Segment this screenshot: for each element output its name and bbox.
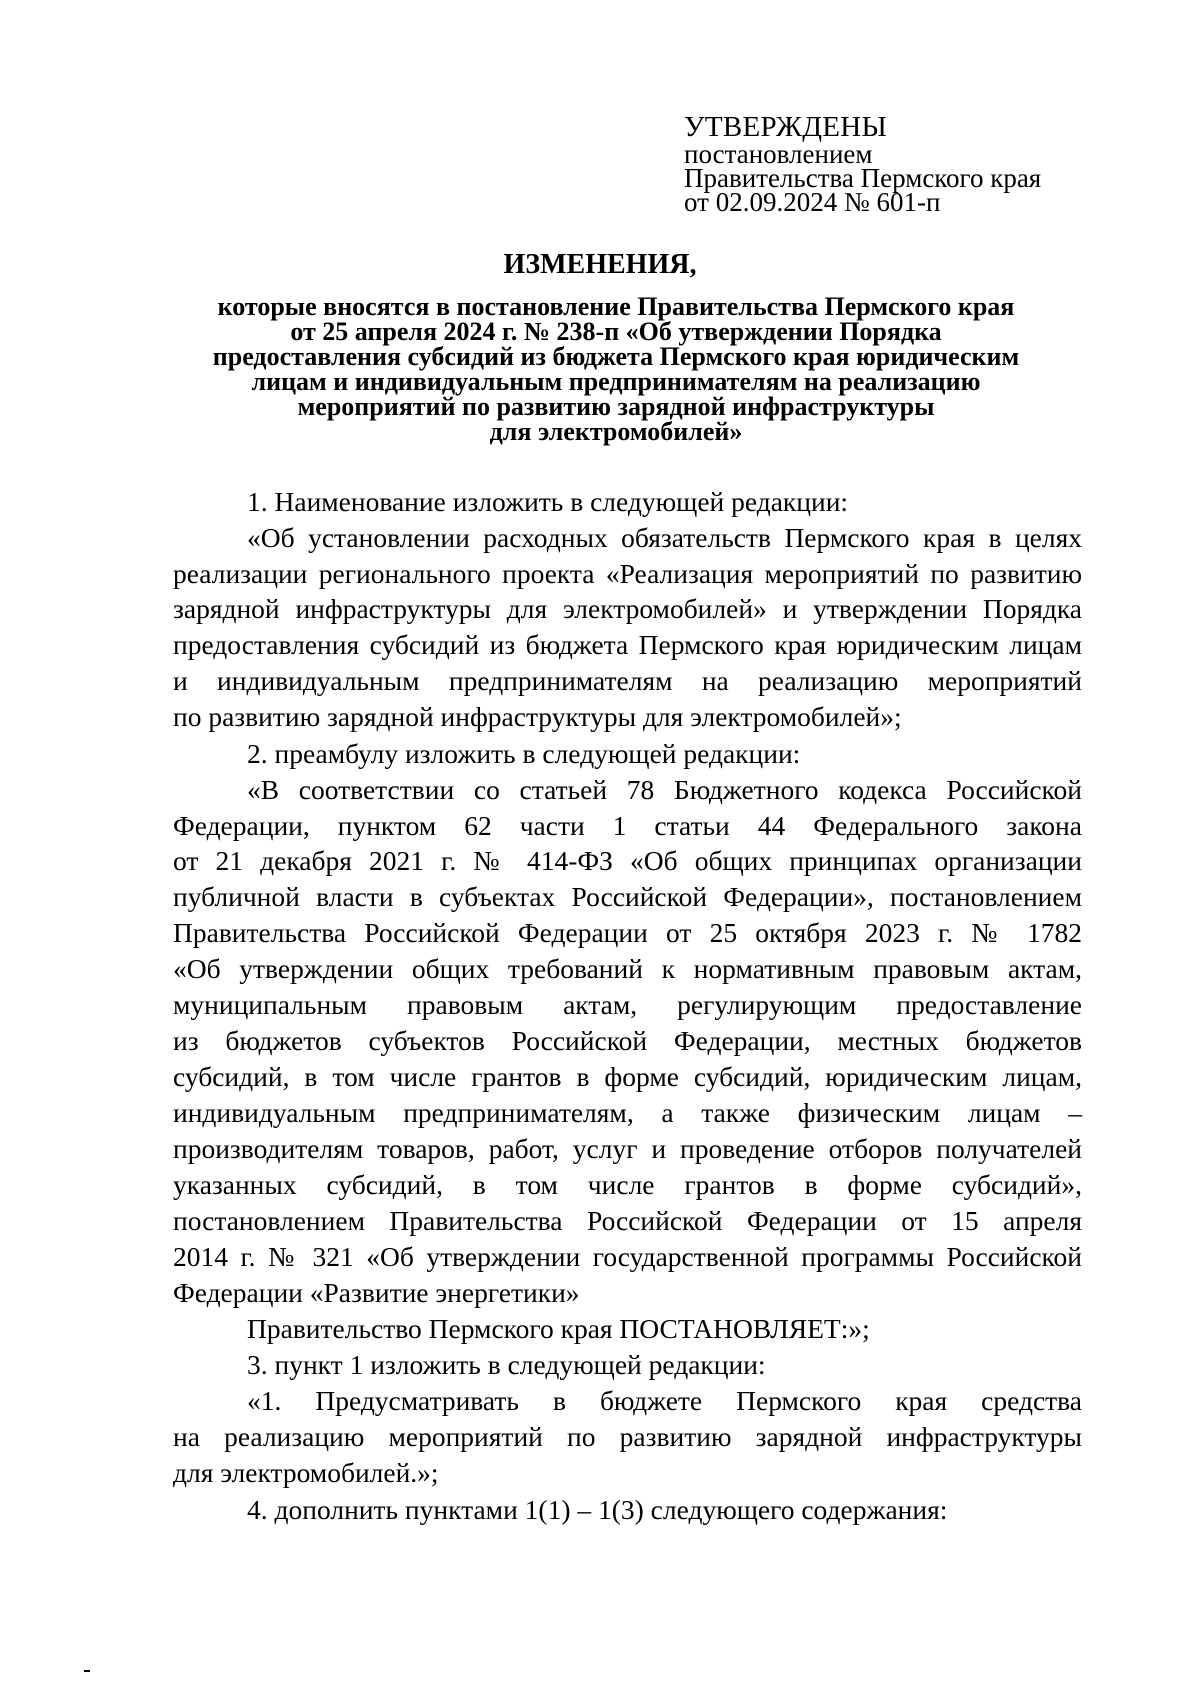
body-line: индивидуальным предпринимателям, а также физическим лицам – [173, 1097, 1082, 1128]
body-line: «Об утверждении общих требований к нормативным правовым актам, [173, 953, 1082, 984]
body-line: «Об установлении расходных обязательств Пермского края в целях [247, 522, 1082, 553]
body-line: указанных субсидий, в том числе грантов в форме субсидий», [173, 1169, 1082, 1200]
body-line: 2. преамбулу изложить в следующей редакции: [247, 738, 801, 769]
subtitle-line: от 25 апреля 2024 г. № 238-п «Об утверждении Порядка [290, 317, 942, 346]
body-line: «В соответствии со статьей 78 Бюджетного кодекса Российской [247, 774, 1082, 805]
subtitle-line: которые вносятся в постановление Правительства Пермского края [217, 292, 1015, 321]
subtitle-line: лицам и индивидуальным предпринимателям на реализацию [251, 367, 981, 396]
body-line: от 21 декабря 2021 г. № 414-ФЗ «Об общих принципах организации [173, 845, 1082, 876]
body-line: реализации регионального проекта «Реализация мероприятий по развитию [173, 558, 1082, 589]
subtitle-line: для электромобилей» [489, 417, 743, 446]
body-line: 2014 г. № 321 «Об утверждении государственной программы Российской [173, 1241, 1082, 1272]
approval-line: Правительства Пермского края [684, 163, 1042, 193]
approval-line: от 02.09.2024 № 601-п [684, 187, 941, 217]
body-line: Правительство Пермского края ПОСТАНОВЛЯЕТ:»; [247, 1313, 870, 1344]
body-line: предоставления субсидий из бюджета Пермского края юридическим лицам [173, 629, 1082, 660]
body-line: Федерации «Развитие энергетики» [173, 1277, 580, 1308]
approval-line: постановлением [684, 139, 873, 169]
body-line: Правительства Российской Федерации от 25 октября 2023 г. № 1782 [173, 917, 1082, 948]
document-subtitle [160, 294, 1072, 444]
subtitle-line: предоставления субсидий из бюджета Пермского края юридическим [212, 342, 1020, 371]
scan-mark [84, 1670, 90, 1672]
approval-heading: УТВЕРЖДЕНЫ [684, 111, 888, 143]
approval-block [684, 111, 1104, 217]
body-line: публичной власти в субъектах Российской Федерации», постановлением [173, 881, 1082, 912]
body-line: 1. Наименование изложить в следующей редакции: [247, 486, 849, 517]
subtitle-line: мероприятий по развитию зарядной инфраструктуры [297, 392, 935, 421]
body-line: субсидий, в том числе грантов в форме субсидий, юридическим лицам, [173, 1061, 1082, 1092]
body-line: на реализацию мероприятий по развитию зарядной инфраструктуры [173, 1421, 1082, 1452]
body-line: постановлением Правительства Российской Федерации от 15 апреля [173, 1205, 1082, 1236]
body-line: по развитию зарядной инфраструктуры для электромобилей»; [173, 701, 902, 732]
document-title: ИЗМЕНЕНИЯ, [503, 249, 697, 280]
body-line: «1. Предусматривать в бюджете Пермского края средства [247, 1385, 1082, 1416]
body-line: муниципальным правовым актам, регулирующим предоставление [173, 989, 1082, 1020]
body-line: 3. пункт 1 изложить в следующей редакции: [247, 1349, 766, 1380]
body-line: Федерации, пунктом 62 части 1 статьи 44 Федерального закона [173, 810, 1082, 841]
body-line: зарядной инфраструктуры для электромобилей» и утверждении Порядка [173, 593, 1082, 624]
body-line: и индивидуальным предпринимателям на реализацию мероприятий [173, 665, 1082, 696]
body-line: для электромобилей.»; [173, 1457, 439, 1488]
body-line: производителям товаров, работ, услуг и проведение отборов получателей [173, 1133, 1082, 1164]
body-line: из бюджетов субъектов Российской Федерации, местных бюджетов [173, 1025, 1082, 1056]
body-line: 4. дополнить пунктами 1(1) – 1(3) следующего содержания: [247, 1494, 948, 1525]
